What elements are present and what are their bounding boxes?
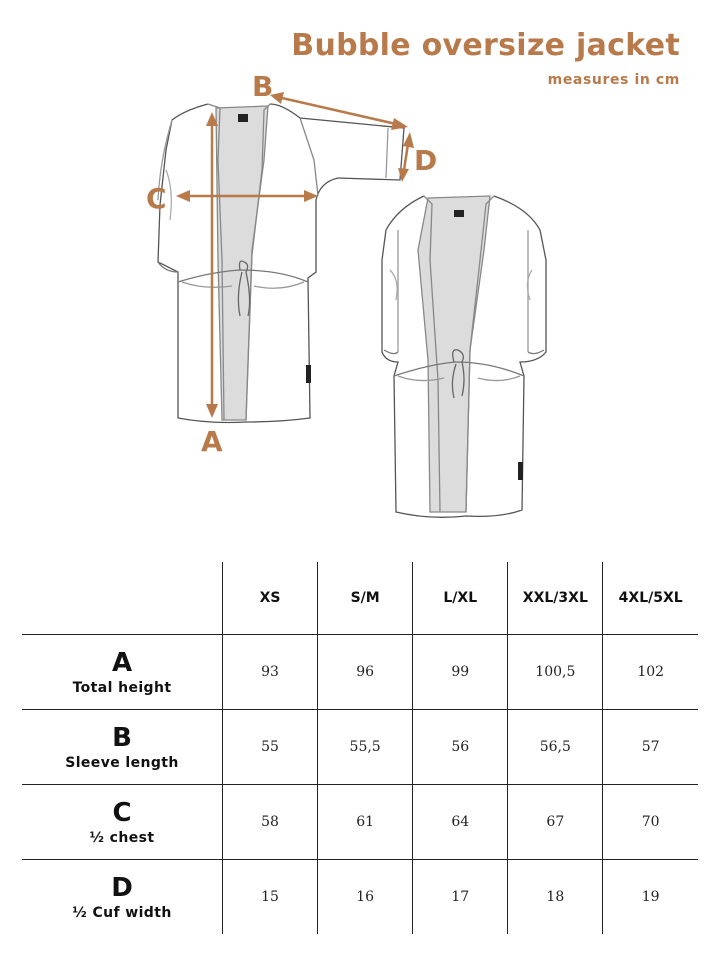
row-letter: D (111, 873, 133, 903)
row-name: ½ chest (89, 830, 155, 846)
table-cell: 102 (603, 635, 698, 710)
row-letter: B (112, 723, 132, 753)
label-d: D (414, 144, 438, 177)
page-title: Bubble oversize jacket (291, 28, 680, 63)
jacket-front-drawing (382, 196, 546, 517)
table-row (22, 635, 698, 710)
row-header-c (22, 785, 223, 860)
table-cell: 56,5 (508, 710, 603, 785)
table-row (22, 860, 698, 935)
table-cell: 96 (318, 635, 413, 710)
table-cell: 100,5 (508, 635, 603, 710)
table-cell: 56 (413, 710, 508, 785)
table-cell: 55,5 (318, 710, 413, 785)
jacket-flat-drawing (158, 104, 404, 423)
table-cell: 99 (413, 635, 508, 710)
size-header-4xl5xl: 4XL/5XL (603, 562, 698, 635)
table-cell: 58 (223, 785, 318, 860)
table-cell: 18 (508, 860, 603, 935)
size-table (22, 562, 698, 934)
table-cell: 64 (413, 785, 508, 860)
table-cell: 19 (641, 889, 660, 905)
label-a: A (201, 425, 223, 458)
table-cell: 17 (413, 860, 508, 935)
table-cell: 16 (318, 860, 413, 935)
measure-line-d (398, 132, 414, 182)
table-cell: 93 (223, 635, 318, 710)
table-cell: 57 (603, 710, 698, 785)
label-b: B (252, 70, 274, 103)
row-name: Sleeve length (65, 755, 179, 771)
table-cell: 15 (223, 860, 318, 935)
table-cell: 70 (603, 785, 698, 860)
size-header-row (22, 562, 698, 635)
label-c: C (146, 182, 167, 215)
size-header-lxl: L/XL (413, 562, 508, 635)
table-row (22, 785, 698, 860)
row-name: Total height (72, 680, 172, 696)
row-header-d (22, 860, 223, 935)
page-subtitle: measures in cm (547, 72, 680, 88)
table-corner-cell (22, 562, 223, 635)
row-letter: C (112, 798, 132, 828)
size-header-sm: S/M (318, 562, 413, 635)
row-header-b (22, 710, 223, 785)
size-header-xs: XS (223, 562, 318, 635)
row-letter: A (111, 648, 133, 678)
table-cell: 67 (508, 785, 603, 860)
size-header-xxl3xl: XXL/3XL (508, 562, 603, 635)
row-name: ½ Cuf width (72, 905, 172, 921)
table-cell: 55 (223, 710, 318, 785)
row-header-a (22, 635, 223, 710)
table-cell: 61 (318, 785, 413, 860)
table-row (22, 710, 698, 785)
